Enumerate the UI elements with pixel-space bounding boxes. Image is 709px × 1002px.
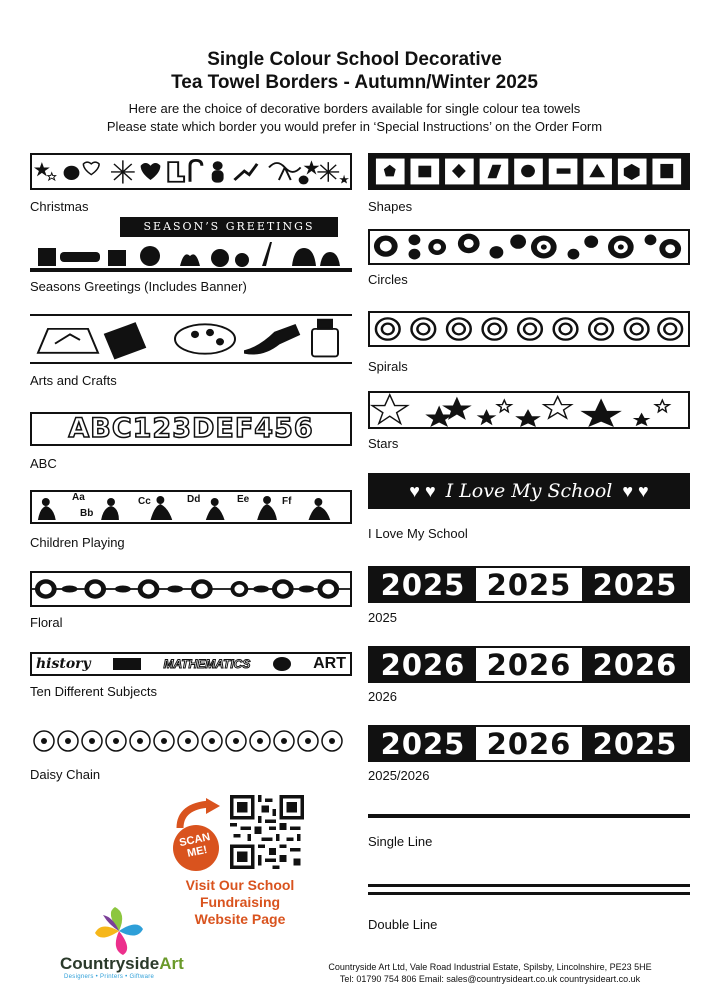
double-line-label: Double Line: [368, 917, 438, 932]
stars-border: [368, 391, 690, 429]
shapes-label: Shapes: [368, 199, 413, 214]
christmas-label: Christmas: [30, 199, 89, 214]
year-2025-label: 2025: [368, 610, 397, 625]
year-cell: 2025: [370, 568, 476, 601]
subject-mathematics: MATHEMATICS: [163, 657, 251, 671]
spirals-border: [368, 311, 690, 347]
promo-line1: Visit Our School: [185, 877, 295, 893]
page-title-line2: Tea Towel Borders - Autumn/Winter 2025: [171, 72, 538, 93]
arts-and-crafts-border: [30, 314, 352, 364]
subject-art: ART: [313, 655, 346, 672]
daisy-chain-border: [30, 724, 352, 758]
children-playing-label: Children Playing: [30, 535, 125, 550]
year-cell: 2026: [582, 648, 688, 681]
seasons-greetings-banner: [120, 217, 338, 237]
i-love-my-school-border: [368, 473, 690, 509]
seasons-greetings-border: [30, 240, 352, 272]
year-2025-2026-border: [368, 725, 690, 762]
letter-dd: Dd: [187, 494, 201, 505]
spirals-label: Spirals: [368, 359, 408, 374]
letter-aa: Aa: [72, 492, 85, 503]
letter-ee: Ee: [237, 494, 250, 505]
letter-bb: Bb: [80, 508, 94, 519]
brand-name-part2: Art: [159, 954, 184, 973]
year-cell: 2025: [582, 568, 688, 601]
intro-line1: Here are the choice of decorative borders available for single colour tea towels: [128, 101, 581, 116]
circles-label: Circles: [368, 272, 408, 287]
year-2026-border: [368, 646, 690, 683]
countryside-art-logo-icon: [92, 906, 146, 956]
arts-and-crafts-label: Arts and Crafts: [30, 373, 117, 388]
promo-line2: Fundraising: [199, 894, 281, 910]
subject-history: history: [36, 656, 91, 672]
year-cell: 2025: [370, 727, 476, 760]
double-line-border-top: [368, 884, 690, 887]
paint-icon: [273, 657, 291, 671]
christmas-border: [30, 153, 352, 190]
intro-line2: Please state which border you would prefer in ‘Special Instructions’ on the Order Form: [106, 119, 603, 134]
i-love-my-school-text: I Love My School: [445, 480, 613, 502]
footer-contact: Tel: 01790 754 806 Email: sales@countrysideart.co.uk countrysideart.co.uk: [339, 974, 641, 984]
single-line-border: [368, 814, 690, 818]
brand-name: [60, 955, 184, 973]
shapes-border: [368, 153, 690, 190]
floral-border: [30, 571, 352, 607]
abc-border: [30, 412, 352, 446]
page-title-line1: Single Colour School Decorative: [207, 49, 502, 70]
ten-subjects-label: Ten Different Subjects: [30, 684, 157, 699]
abc-text: ABC123DEF456: [68, 413, 314, 444]
year-cell: 2026: [476, 727, 582, 760]
year-2026-label: 2026: [368, 689, 397, 704]
circles-border: [368, 229, 690, 265]
floral-label: Floral: [30, 615, 63, 630]
stars-label: Stars: [368, 436, 399, 451]
daisy-chain-label: Daisy Chain: [30, 767, 101, 782]
banner-text: SEASON’S GREETINGS: [143, 220, 315, 233]
children-playing-border: [30, 490, 352, 524]
books-icon: [113, 658, 141, 670]
letter-ff: Ff: [282, 496, 292, 507]
ten-subjects-border: [30, 652, 352, 676]
i-love-my-school-label: I Love My School: [368, 526, 468, 541]
double-line-border-bottom: [368, 892, 690, 895]
heart-icon-left: ♥ ♥: [409, 480, 436, 501]
seasons-greetings-label: Seasons Greetings (Includes Banner): [30, 279, 247, 294]
year-2025-border: [368, 566, 690, 603]
qr-code[interactable]: [230, 795, 304, 869]
scan-me-text: SCAN ME!: [178, 831, 212, 860]
year-2025-2026-label: 2025/2026: [368, 768, 430, 783]
year-cell: 2025: [476, 568, 582, 601]
promo-line3: Website Page: [194, 911, 286, 927]
scan-me-badge: [170, 798, 228, 872]
brand-name-part1: Countryside: [60, 954, 160, 973]
single-line-label: Single Line: [368, 834, 433, 849]
year-cell: 2025: [582, 727, 688, 760]
year-cell: 2026: [476, 648, 582, 681]
abc-label: ABC: [30, 456, 57, 471]
heart-icon-right: ♥ ♥: [622, 480, 649, 501]
footer-address: Countryside Art Ltd, Vale Road Industrial Estate, Spilsby, Lincolnshire, PE23 5HE: [328, 962, 652, 972]
letter-cc: Cc: [138, 496, 151, 507]
brand-tagline: Designers • Printers • Giftware: [64, 974, 155, 980]
year-cell: 2026: [370, 648, 476, 681]
